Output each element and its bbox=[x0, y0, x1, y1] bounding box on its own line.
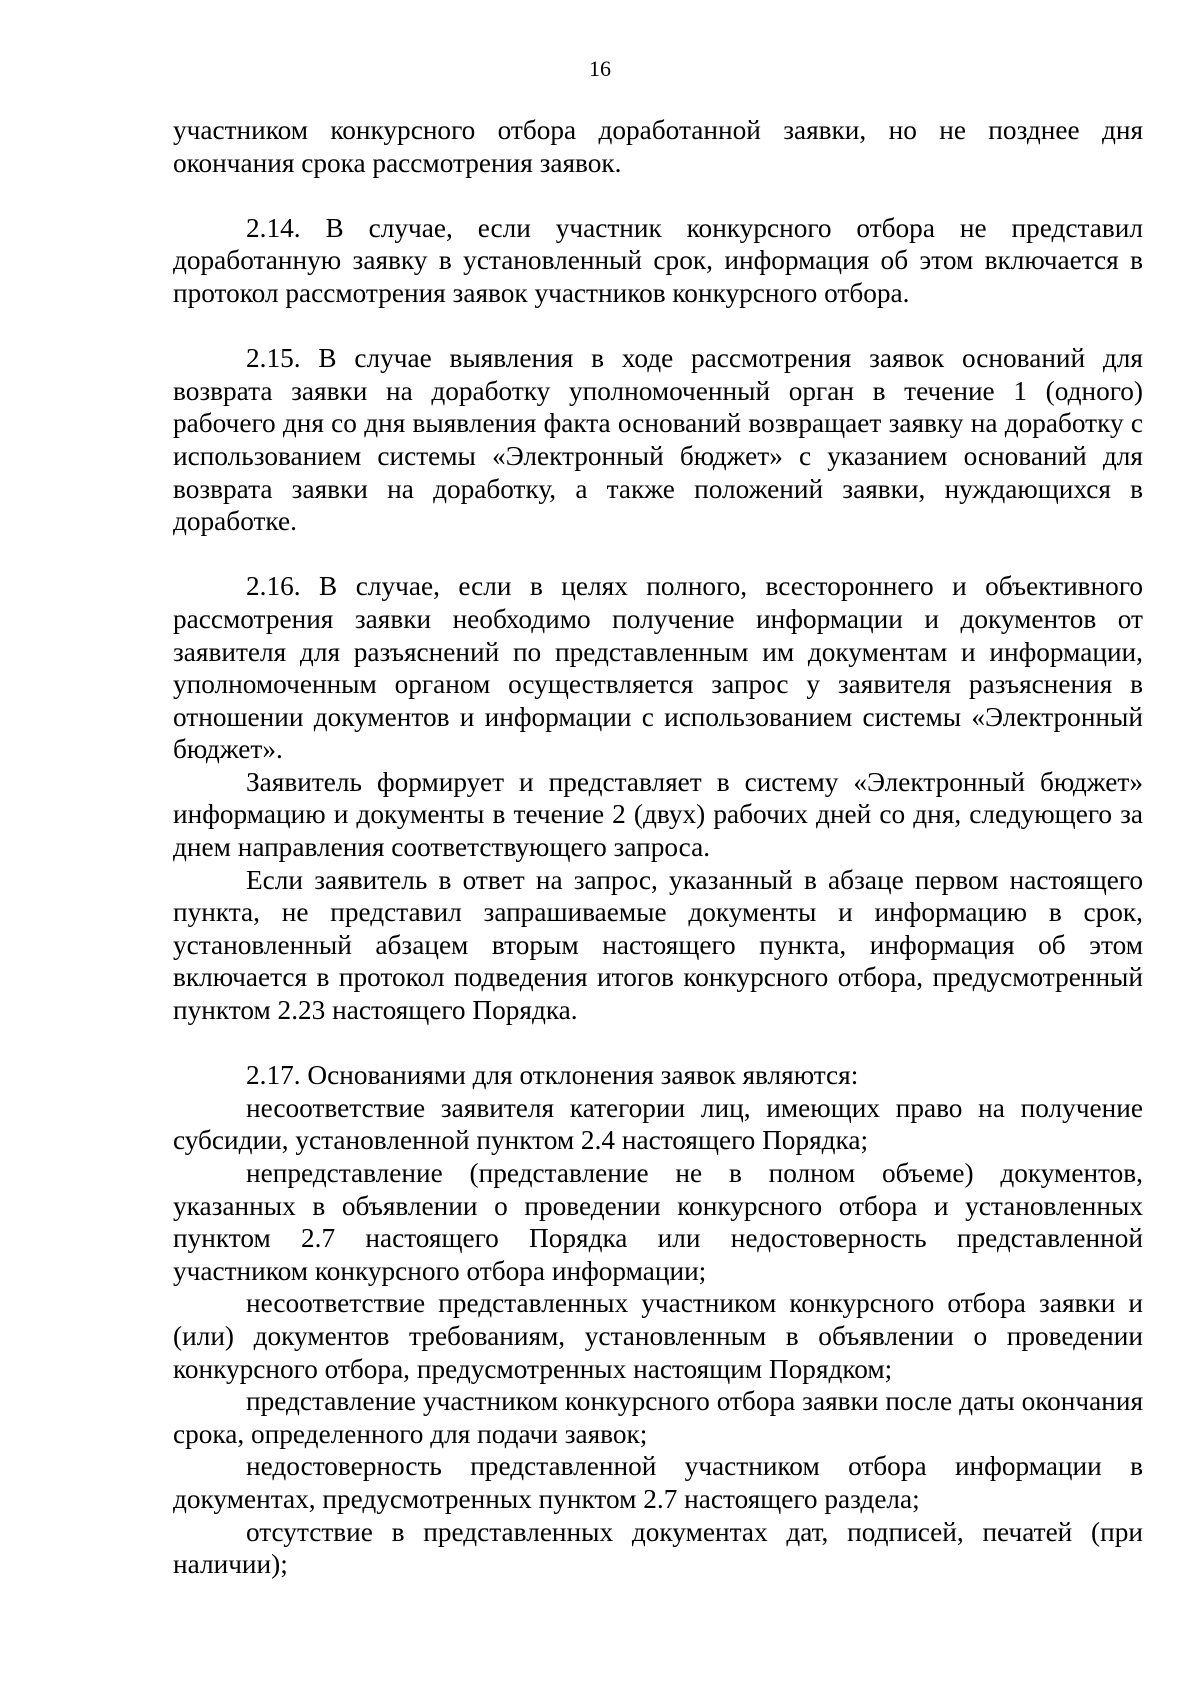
rejection-reason-item: непредставление (представление не в полном объеме) документов, указанных в объявлении о проведении конкурсного отбора и установленных пунктом 2.7 настоящего Порядка или недостоверность представленной участником конкурсного отбора информации; bbox=[173, 1158, 1143, 1286]
page-number: 16 bbox=[589, 56, 611, 81]
rejection-reason-item: недостоверность представленной участником отбора информации в документах, предусмотренных пунктом 2.7 настоящего раздела; bbox=[173, 1451, 1143, 1514]
rejection-reason-item: отсутствие в представленных документах дат, подписей, печатей (при наличии); bbox=[173, 1516, 1143, 1580]
paragraph-2-16-failure: Если заявитель в ответ на запрос, указанный в абзаце первом настоящего пункта, не представил запрашиваемые документы и информацию в срок, установленный абзацем вторым настоящего пункта, информация об этом включается в протокол подведения итогов конкурсного отбора, предусмотренный пунктом 2.23 настоящего Порядка. bbox=[173, 864, 1143, 1026]
paragraph-2-14: 2.14. В случае, если участник конкурсного отбора не представил доработанную заявку в установленный срок, информация об этом включается в протокол рассмотрения заявок участников конкурсного отбора. bbox=[173, 212, 1143, 308]
paragraph-2-16-applicant: Заявитель формирует и представляет в систему «Электронный бюджет» информацию и документы в течение 2 (двух) рабочих дней со дня, следующего за днем направления соответствующего запроса. bbox=[173, 766, 1143, 863]
paragraph-2-16: 2.16. В случае, если в целях полного, всестороннего и объективного рассмотрения заявки необходимо получение информации и документов от заявителя для разъяснений по представленным им документам и информации, уполномоченным органом осуществляется запрос у заявителя разъяснения в отношении документов и информации с использованием системы «Электронный бюджет». bbox=[173, 571, 1143, 765]
rejection-reason-item: несоответствие заявителя категории лиц, имеющих право на получение субсидии, установленной пунктом 2.4 настоящего Порядка; bbox=[173, 1092, 1143, 1156]
paragraph-continuation: участником конкурсного отбора доработанной заявки, но не позднее дня окончания срока рассмотрения заявок. bbox=[173, 115, 1143, 178]
rejection-reason-item: несоответствие представленных участником конкурсного отбора заявки и (или) документов требованиям, установленным в объявлении о проведении конкурсного отбора, предусмотренных настоящим Порядком; bbox=[173, 1288, 1143, 1384]
paragraph-2-17: 2.17. Основаниями для отклонения заявок являются: bbox=[246, 1060, 859, 1091]
paragraph-2-15: 2.15. В случае выявления в ходе рассмотрения заявок оснований для возврата заявки на доработку уполномоченный орган в течение 1 (одного) рабочего дня со дня выявления факта оснований возвращает заявку на доработку с использованием системы «Электронный бюджет» с указанием оснований для возврата заявки на доработку, а также положений заявки, нуждающихся в доработке. bbox=[173, 343, 1143, 537]
document-body bbox=[173, 114, 1143, 1581]
rejection-reason-item: представление участником конкурсного отбора заявки после даты окончания срока, определенного для подачи заявок; bbox=[173, 1386, 1143, 1449]
